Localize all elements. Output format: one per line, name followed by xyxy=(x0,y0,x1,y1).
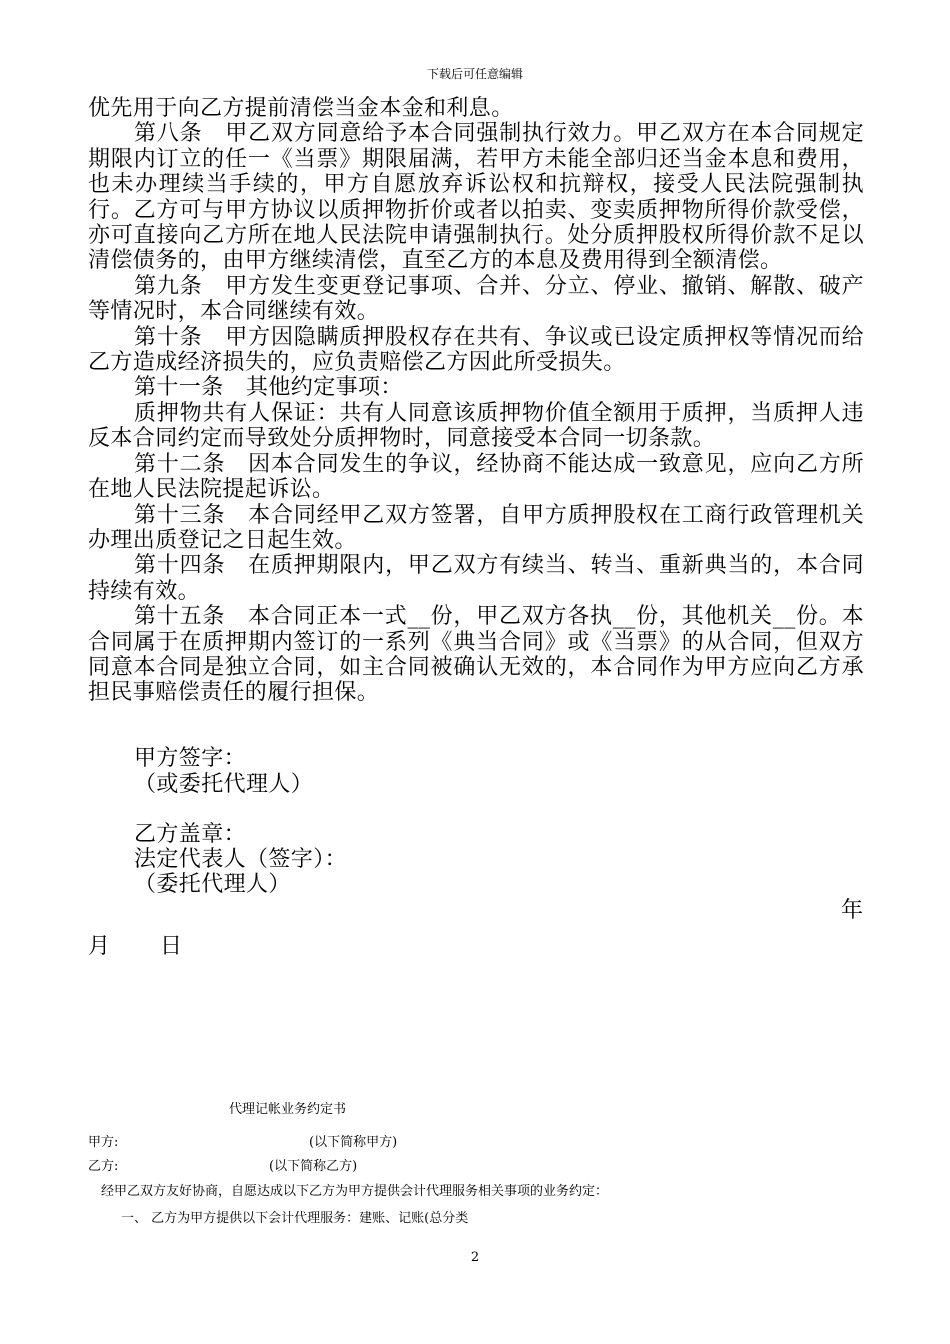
article-11: 第十一条 其他约定事项： xyxy=(134,375,403,401)
article-12: 第十二条 因本合同发生的争议，经协商不能达成一致意见，应向乙方所在地人民法院提起诉讼。 xyxy=(88,451,864,503)
article-13: 第十三条 本合同经甲乙双方签署，自甲方质押股权在工商行政管理机关办理出质登记之日起生效。 xyxy=(88,502,864,553)
date-month: 月 xyxy=(88,934,111,959)
contract-body xyxy=(88,96,864,706)
party-b-representative-label: 法定代表人（签字）： xyxy=(134,847,348,872)
paragraph-continuation: 优先用于向乙方提前清偿当金本金和利息。 xyxy=(88,96,514,121)
article-14: 第十四条 在质押期限内，甲乙双方有续当、转当、重新典当的，本合同持续有效。 xyxy=(88,553,864,604)
page-header: 下载后可任意编辑 xyxy=(426,67,523,81)
party-a-sign-label: 甲方签字： xyxy=(134,746,247,771)
page-number: 2 xyxy=(470,1250,480,1265)
co-owner-guarantee: 质押物共有人保证：共有人同意该质押物价值全额用于质押，当质押人违反本合同约定而导致处分质押物时，同意接受本合同一切条款。 xyxy=(88,400,864,452)
party-a-agent-label: （或委托代理人） xyxy=(134,772,314,797)
second-doc-party-b-label: 乙方: xyxy=(88,1159,119,1174)
date-year: 年 xyxy=(841,898,864,923)
second-doc-item-1: 一、 乙方为甲方提供以下会计代理服务：建账、记账(总分类 xyxy=(121,1211,469,1226)
second-doc-party-a-label: 甲方: xyxy=(88,1135,119,1150)
second-doc-party-a-note: (以下简称甲方) xyxy=(309,1135,398,1150)
date-month-day xyxy=(88,934,182,959)
second-doc-intro: 经甲乙双方友好协商，自愿达成以下乙方为甲方提供会计代理服务相关事项的业务约定： xyxy=(101,1184,609,1199)
party-b-seal-label: 乙方盖章： xyxy=(134,822,247,847)
article-8: 第八条 甲乙双方同意给予本合同强制执行效力。甲乙双方在本合同规定期限内订立的任一《当票》期限届满，若甲方未能全部归还当金本息和费用，也未办理续当手续的，甲方自愿放弃诉讼权和抗辩权，接受人民法院强制执行。乙方可与甲方协议以质押物折价或者以拍卖、变卖质押物所得价款受偿，亦可直接向乙方所在地人民法院申请强制执行。处分质押股权所得价款不足以清偿债务的，由甲方继续清偿，直至乙方的本息及费用得到全额清偿。 xyxy=(88,121,864,274)
second-doc-party-b-note: (以下简称乙方) xyxy=(269,1159,358,1174)
article-9: 第九条 甲方发生变更登记事项、合并、分立、停业、撤销、解散、破产等情况时，本合同继续有效。 xyxy=(88,273,864,325)
party-b-agent-label: （委托代理人） xyxy=(134,872,291,897)
second-doc-title: 代理记帐业务约定书 xyxy=(229,1102,347,1117)
article-10: 第十条 甲方因隐瞒质押股权存在共有、争议或已设定质押权等情况而给乙方造成经济损失的，应负责赔偿乙方因此所受损失。 xyxy=(88,324,864,376)
article-15: 第十五条 本合同正本一式__份，甲乙双方各执__份，其他机关__份。本合同属于在质押期内签订的一系列《典当合同》或《当票》的从合同，但双方同意本合同是独立合同，如主合同被确认无效的，本合同作为甲方应向乙方承担民事赔偿责任的履行担保。 xyxy=(88,604,864,706)
date-day: 日 xyxy=(160,934,183,959)
